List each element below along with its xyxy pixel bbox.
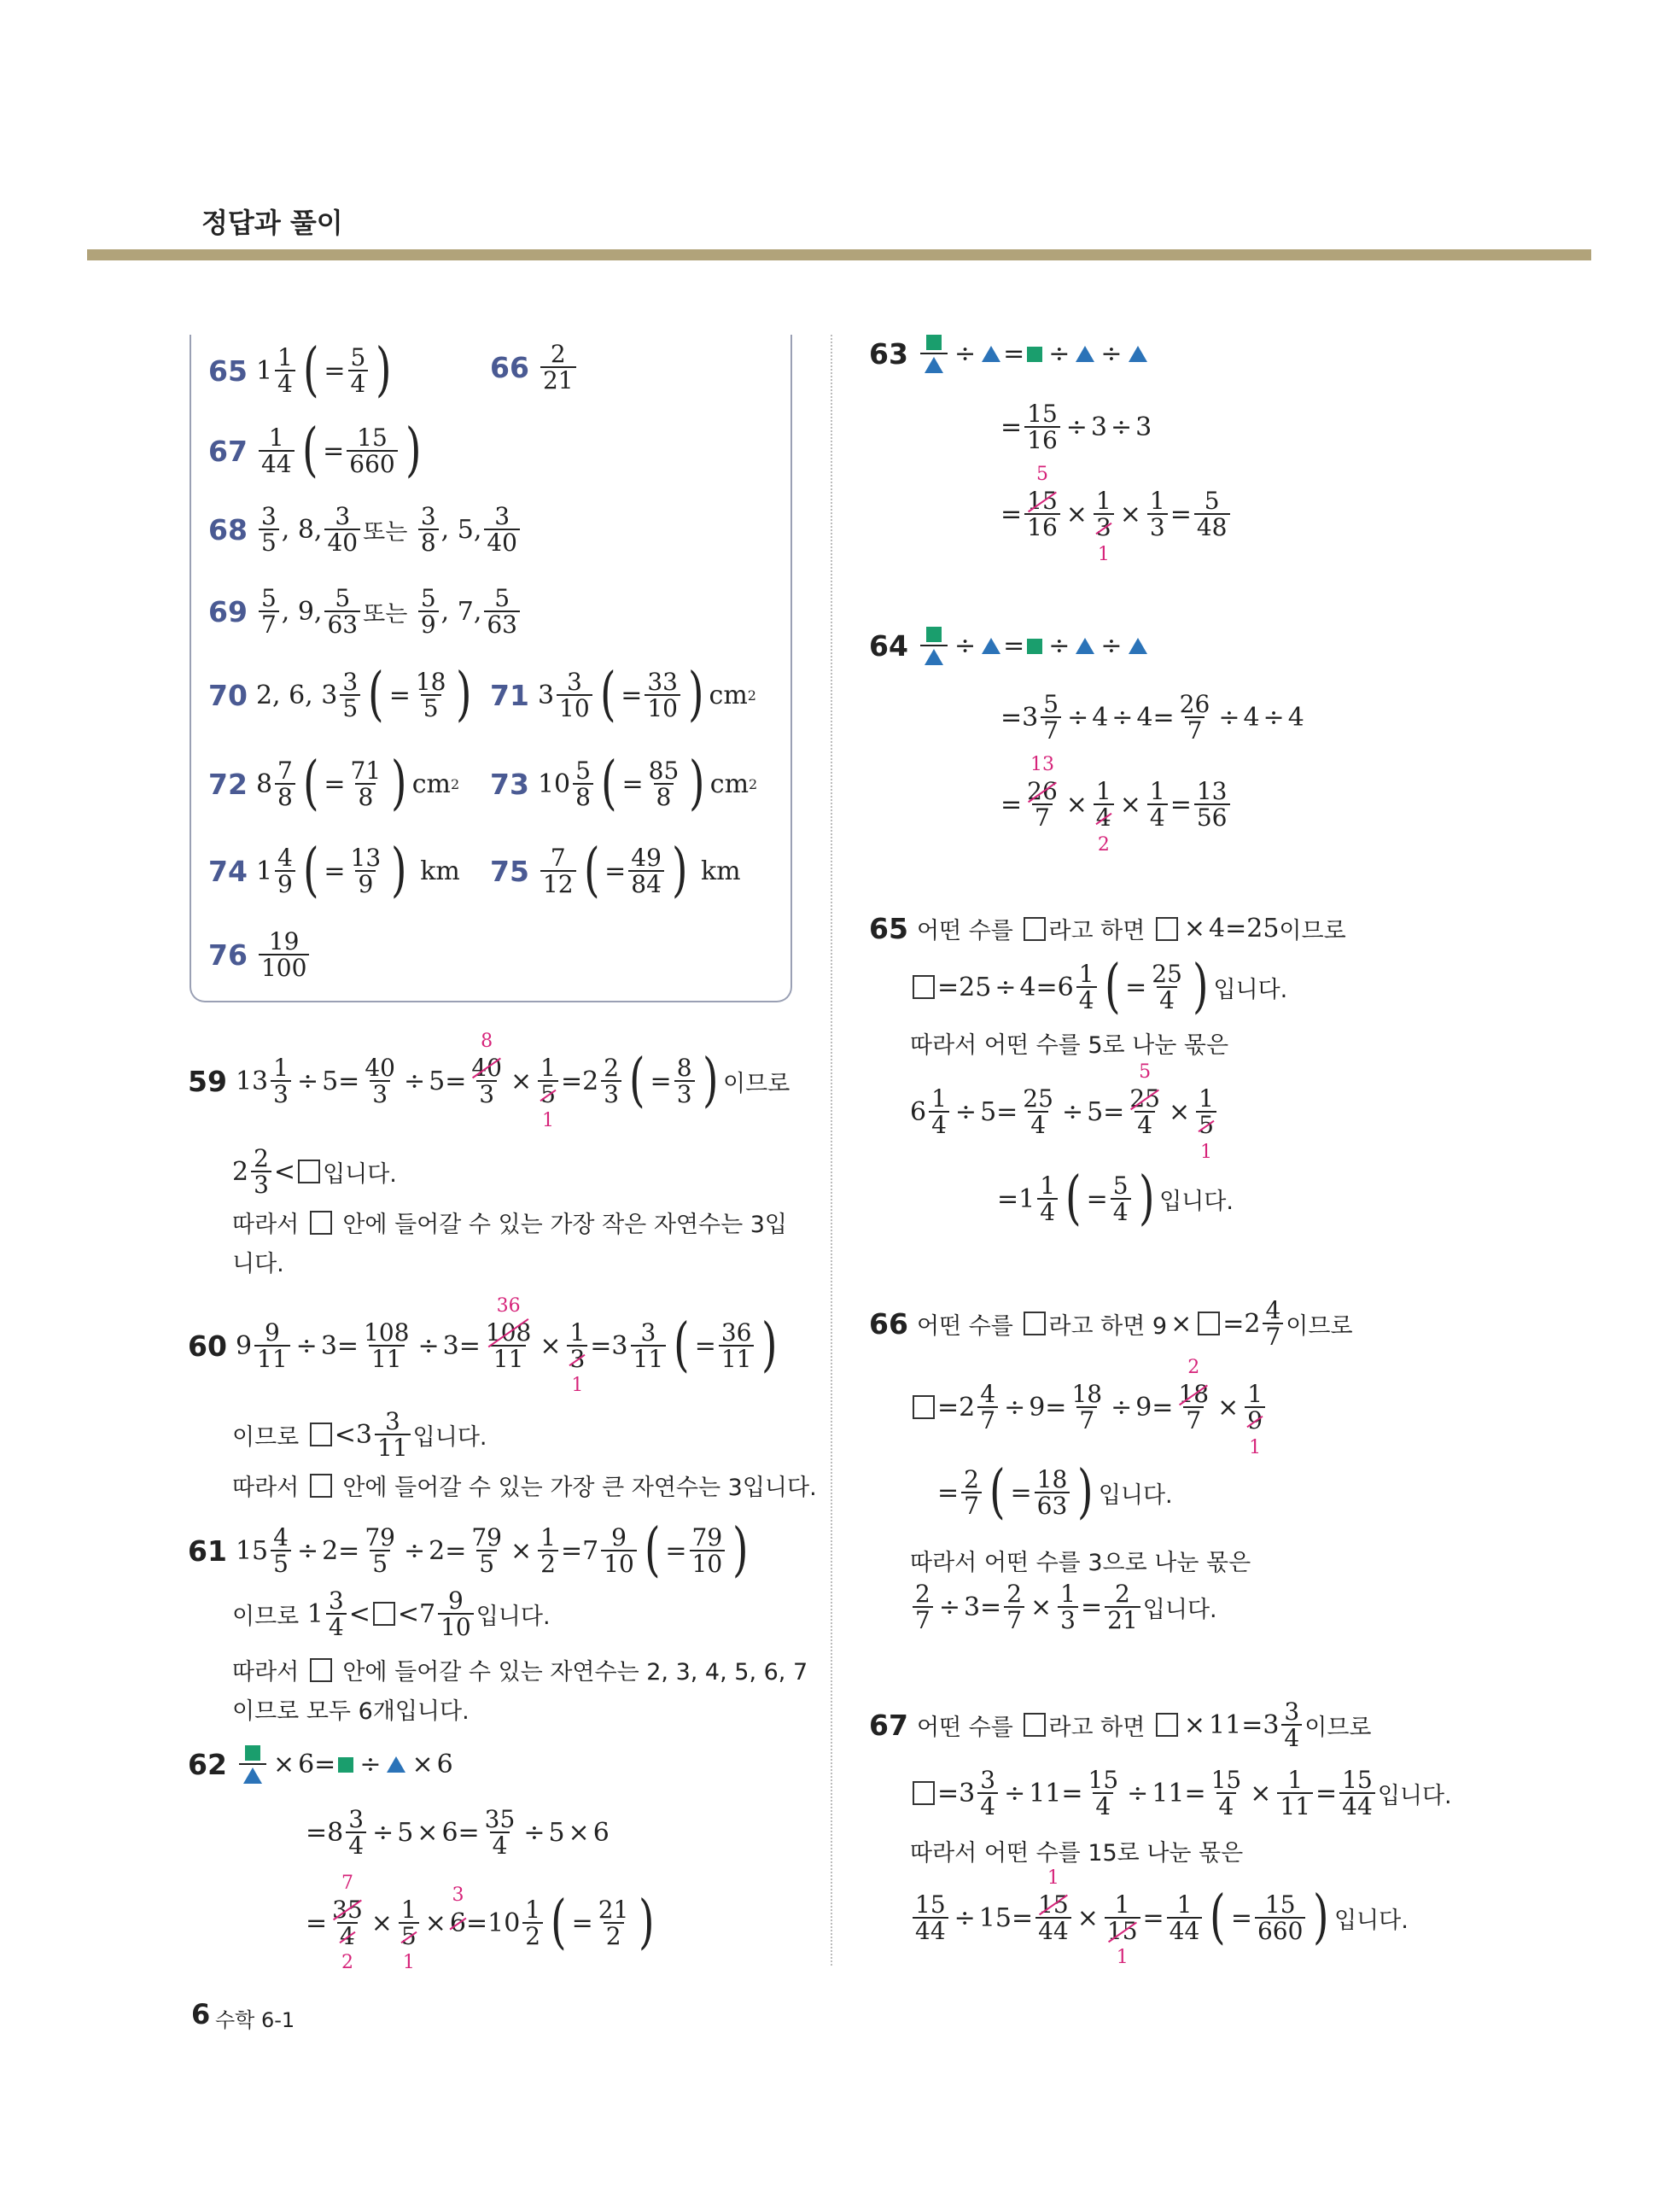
blank-box (373, 1602, 395, 1626)
solution-59-l1: 2 $\frac{2}{3}$ < 입니다. (232, 1144, 397, 1200)
blank-box (913, 975, 935, 999)
answer-72: 72 8 $\frac{7}{8}$ ( = $\frac{71}{8}$ ) cm 2 (208, 750, 460, 817)
blue-triangle-icon (925, 649, 943, 665)
blue-triangle-icon (1129, 638, 1147, 654)
solution-63-eq2: = $\frac{15}{16}$ ÷ 3 ÷ 3 (1000, 400, 1152, 455)
blank-box (1024, 1312, 1046, 1335)
solution-65-l5: =1 $\frac{1}{4}$ ( = $\frac{5}{4}$ ) 입니다. (997, 1165, 1234, 1232)
solution-63-eq3: = 15 5 16 × 1 3 1 × $\frac{1}{3}$ = $\frac{5}{48}$ (1000, 488, 1233, 540)
green-square-icon (926, 335, 942, 350)
blank-box (298, 1160, 320, 1183)
solution-61-l1: 이므로 1 $\frac{3}{4}$ < <7 $\frac{9}{10}$ 입니다. (232, 1586, 551, 1642)
answer-71: 71 3 $\frac{3}{10}$ ( = $\frac{33}{10}$ ) cm 2 (490, 661, 756, 728)
blue-triangle-icon (387, 1756, 405, 1773)
blank-box (1156, 1713, 1178, 1737)
answer-69: 69 $\frac{5}{7}$ , 9, $\frac{5}{63}$ 또는 $\frac{5}{9}$ , 7, $\frac{5}{63}$ (208, 586, 522, 638)
answer-68: 68 $\frac{3}{5}$ , 8, $\frac{3}{40}$ 또는 $\frac{3}{8}$ , 5, $\frac{3}{40}$ (208, 504, 522, 556)
blue-triangle-icon (1076, 346, 1094, 362)
solution-62-eq3: = 35 7 4 2 × 1 5 1 × 6 3 =10 $\frac{1}{2}$ ( = $\frac{21}{2}$ ) (306, 1872, 655, 1974)
header-rule (87, 249, 1591, 260)
green-square-icon (245, 1745, 260, 1761)
column-divider (831, 335, 832, 1966)
green-square-icon (1027, 347, 1042, 362)
solution-65-l1: 65 어떤 수를 라고 하면 × 4=25 이므로 (869, 912, 1346, 945)
answer-70: 70 2, 6, 3 $\frac{3}{5}$ ( = $\frac{18}{5}$ ) (208, 661, 473, 728)
solution-62-eq2: =8 $\frac{3}{4}$ ÷ 5 × 6= $\frac{35}{4}$ ÷ 5 × 6 (306, 1805, 610, 1861)
blank-box (310, 1423, 332, 1446)
solution-59-l3: 니다. (232, 1251, 284, 1277)
blank-box (1024, 1713, 1046, 1737)
solution-66-l2: =2 $\frac{4}{7}$ ÷ 9= $\frac{18}{7}$ ÷ 9= 18 2 7 × 1 9 1 (910, 1382, 1268, 1434)
solution-62-eq1: 62 × 6= ÷ × 6 (188, 1745, 453, 1784)
answer-73: 73 10 $\frac{5}{8}$ ( = $\frac{85}{8}$ ) cm 2 (490, 750, 758, 817)
blank-box (1156, 917, 1178, 941)
green-square-icon (338, 1757, 353, 1773)
solution-66-l4: 따라서 어떤 수를 3으로 나눈 몫은 (910, 1550, 1251, 1576)
solution-65-l2: =25 ÷ 4=6 $\frac{1}{4}$ ( = $\frac{25}{4}$ ) 입니다. (910, 958, 1287, 1016)
blank-box (913, 1781, 935, 1805)
blue-triangle-icon (982, 346, 1000, 362)
answer-66: 66 $\frac{2}{21}$ (490, 342, 579, 394)
solution-61-l2: 따라서 안에 들어갈 수 있는 자연수는 2, 3, 4, 5, 6, 7 (232, 1659, 808, 1686)
solution-64-eq1: 64 ÷ = ÷ ÷ (869, 627, 1150, 665)
solution-67-l3: 따라서 어떤 수를 15로 나눈 몫은 (910, 1840, 1244, 1867)
solution-66-l5: $\frac{2}{7}$ ÷ 3= $\frac{2}{7}$ × $\frac{1}{3}$ = $\frac{2}{21}$ 입니다. (910, 1581, 1217, 1633)
solution-67-l4: $\frac{15}{44}$ ÷ 15= 15 1 44 × 1 15 1 = $\frac{1}{44}$ ( = $\frac{15}{660}$ ) 입니다. (910, 1889, 1409, 1947)
green-square-icon (926, 627, 942, 642)
answer-75: 75 $\frac{7}{12}$ ( = $\frac{49}{84}$ ) km (490, 837, 741, 904)
solution-66-l3: = $\frac{2}{7}$ ( = $\frac{18}{63}$ ) 입니다. (937, 1458, 1173, 1526)
solution-64-eq3: = 26 13 7 × 1 4 2 × $\frac{1}{4}$ = $\frac{13}{56}$ (1000, 779, 1233, 831)
page-header-title: 정답과 풀이 (201, 207, 343, 239)
solution-61-l3: 이므로 모두 6개입니다. (232, 1698, 470, 1725)
blank-box (1024, 917, 1046, 941)
blank-box (310, 1658, 332, 1682)
solution-65-l3: 따라서 어떤 수를 5로 나눈 몫은 (910, 1032, 1229, 1059)
blue-triangle-icon (925, 357, 943, 373)
blank-box (310, 1211, 332, 1235)
solution-59-l2: 따라서 안에 들어갈 수 있는 가장 작은 자연수는 3입 (232, 1212, 787, 1238)
answer-74: 74 1 $\frac{4}{9}$ ( = $\frac{13}{9}$ ) km (208, 837, 460, 904)
blue-triangle-icon (243, 1767, 262, 1784)
blank-box (913, 1395, 935, 1419)
blue-triangle-icon (982, 638, 1000, 654)
solution-67-l2: =3 $\frac{3}{4}$ ÷ 11= $\frac{15}{4}$ ÷ 11= $\frac{15}{4}$ × $\frac{1}{11}$ = $\frac{15}{44}$ 입니다. (910, 1767, 1452, 1820)
solution-59-eq: 59 13 $\frac{1}{3}$ ÷ 5= $\frac{40}{3}$ ÷ 5= 40 8 3 × 1 5 1 =2 $\frac{2}{3}$ ( = $\frac{8}{3}$ ) 이므로 (188, 1030, 790, 1132)
blank-box (310, 1474, 332, 1498)
page-number: 6 (191, 1998, 211, 2030)
blue-triangle-icon (1076, 638, 1094, 654)
solution-65-l4: 6 $\frac{1}{4}$ ÷ 5= $\frac{25}{4}$ ÷ 5= 25 5 4 × 1 5 1 (910, 1086, 1219, 1138)
solution-67-l1: 67 어떤 수를 라고 하면 × 11=3 $\frac{3}{4}$ 이므로 (869, 1697, 1372, 1753)
solution-66-l1: 66 어떤 수를 라고 하면 9 × =2 $\frac{4}{7}$ 이므로 (869, 1296, 1353, 1352)
blue-triangle-icon (1129, 346, 1147, 362)
book-label: 수학 6-1 (215, 2008, 295, 2032)
solution-60-l2: 따라서 안에 들어갈 수 있는 가장 큰 자연수는 3입니다. (232, 1475, 817, 1501)
solution-60-l1: 이므로 <3 $\frac{3}{11}$ 입니다. (232, 1407, 487, 1463)
solution-64-eq2: =3 $\frac{5}{7}$ ÷ 4 ÷ 4= $\frac{26}{7}$ ÷ 4 ÷ 4 (1000, 690, 1304, 745)
solution-61-eq: 61 15 $\frac{4}{5}$ ÷ 2= $\frac{79}{5}$ ÷ 2= $\frac{79}{5}$ × $\frac{1}{2}$ =7 $\frac{9}{10}$ ( = $\frac{79}{10}$ ) (188, 1516, 749, 1584)
green-square-icon (1027, 639, 1042, 654)
solution-60-eq: 60 9 $\frac{9}{11}$ ÷ 3= $\frac{108}{11}$ ÷ 3= 108 36 11 × 1 3 1 =3 $\frac{3}{11}$ ( = $\frac{36}{11}$ ) (188, 1294, 779, 1397)
solution-63-eq1: 63 ÷ = ÷ ÷ (869, 335, 1150, 373)
answer-67: 67 $\frac{1}{44}$ ( = $\frac{15}{660}$ ) (208, 417, 422, 484)
blank-box (1198, 1312, 1220, 1335)
answer-76: 76 $\frac{19}{100}$ (208, 929, 312, 981)
answer-65: 65 1 $\frac{1}{4}$ ( = $\frac{5}{4}$ ) (208, 336, 392, 404)
